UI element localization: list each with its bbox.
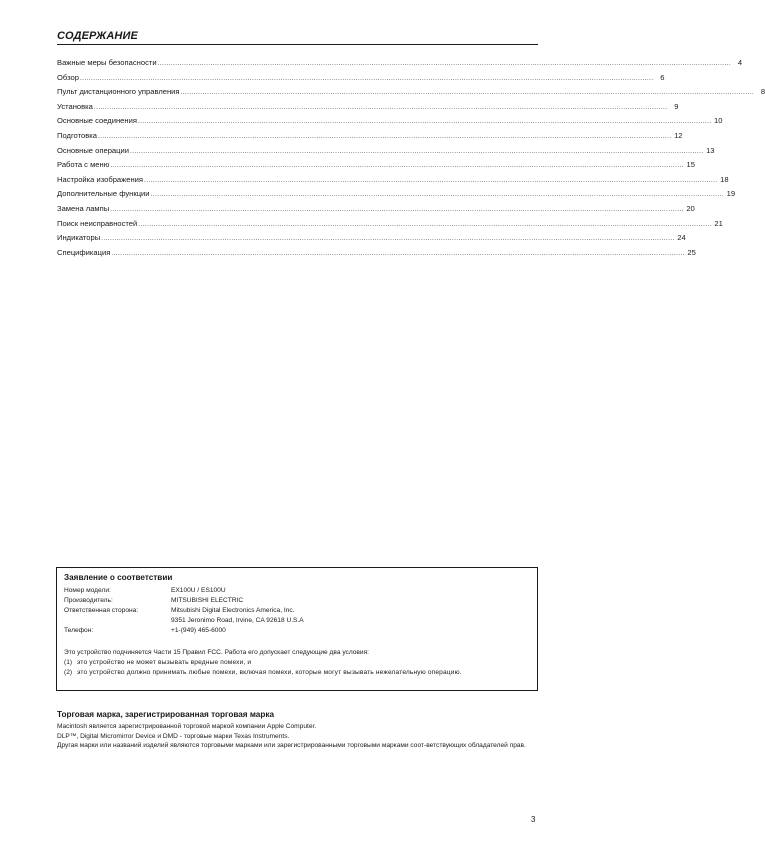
condition-item	[64, 658, 532, 668]
trademark-line: Macintosh является зарегистрированной торговой маркой компании Apple Computer.	[57, 723, 317, 730]
title-rule	[57, 44, 538, 45]
toc-entry[interactable]	[57, 217, 723, 232]
declaration-title: Заявление о соответствии	[64, 573, 173, 582]
toc-entry-page: 15	[686, 160, 695, 170]
toc-entry-label: Пульт дистанционного управления	[57, 87, 180, 97]
toc-leader-dots: ....................................................................................................................................................................................................................................................................	[129, 147, 704, 155]
toc-leader-dots: ....................................................................................................................................................................................................................................................................	[138, 220, 712, 228]
toc-entry[interactable]	[57, 187, 736, 202]
toc-entry-label: Основные соединения	[57, 116, 137, 126]
toc-entry-label: Замена лампы	[57, 203, 110, 213]
toc-entry-page: 13	[706, 145, 715, 155]
condition-number: (2)	[64, 669, 73, 676]
trademarks-section	[57, 710, 537, 751]
condition-number: (1)	[64, 659, 73, 666]
toc-entry-label: Обзор	[57, 72, 79, 82]
trademark-line: Другая марки или названий изделий являются торговыми марками или зарегистрированными торговыми марками соот-ветствующих обладателей прав.	[57, 742, 526, 750]
declaration-row	[64, 626, 471, 636]
toc-entry[interactable]	[57, 100, 679, 115]
toc-entry-page: 18	[720, 174, 729, 184]
declaration-value: EX100U / ES100U	[171, 587, 226, 594]
toc-entry-label: Поиск неисправностей	[57, 218, 138, 228]
toc-leader-dots: ....................................................................................................................................................................................................................................................................	[150, 191, 725, 199]
toc-leader-dots: ....................................................................................................................................................................................................................................................................	[110, 162, 684, 170]
page-number: 3	[531, 815, 536, 824]
toc-entry-page: 19	[726, 189, 736, 199]
toc-entry[interactable]	[57, 85, 765, 100]
toc-entry-page: 12	[674, 130, 683, 140]
toc-entry-label: Установка	[57, 101, 93, 111]
declaration-key: Номер модели:	[64, 587, 111, 594]
toc-entry[interactable]	[57, 173, 729, 188]
toc-entry-page: 21	[714, 218, 723, 228]
page-title: СОДЕРЖАНИЕ	[57, 30, 138, 42]
declaration-key: Телефон:	[64, 627, 94, 634]
fcc-statement-text: Это устройство подчиняется Части 15 Правил FCC. Работа его допускает следующие два условия:	[64, 649, 370, 656]
declaration-key	[64, 616, 171, 626]
trademark-line: DLP™, Digital Micromirror Device и DMD - торговые марки Texas Instruments.	[57, 732, 290, 740]
condition-text: это устройство не может вызывать вредные помехи, и	[77, 659, 252, 666]
toc-entry-page: 6	[660, 72, 665, 82]
toc-entry[interactable]	[57, 114, 723, 129]
toc-leader-dots: ....................................................................................................................................................................................................................................................................	[111, 249, 685, 257]
toc-entry-page: 20	[686, 203, 695, 213]
declaration-key: Ответственная сторона:	[64, 607, 139, 614]
toc-entry-label: Основные операции	[57, 145, 129, 155]
toc-entry[interactable]	[57, 202, 695, 217]
declaration-row	[64, 616, 471, 626]
declaration-of-conformity-box	[56, 567, 538, 691]
toc-entry-label: Настройка изображения	[57, 174, 144, 184]
toc-entry-page: 10	[714, 116, 723, 126]
trademarks-title: Торговая марка, зарегистрированная торговая марка	[57, 710, 275, 719]
toc-entry[interactable]	[57, 246, 696, 261]
toc-entry[interactable]	[57, 129, 683, 144]
declaration-key: Производитель:	[64, 597, 113, 604]
condition-item	[64, 668, 532, 678]
toc-leader-dots: ....................................................................................................................................................................................................................................................................	[110, 205, 684, 213]
toc-leader-dots: ....................................................................................................................................................................................................................................................................	[180, 89, 755, 97]
toc-leader-dots: ....................................................................................................................................................................................................................................................................	[93, 103, 668, 111]
toc-entry-label: Важные меры безопасности	[57, 58, 157, 67]
toc-entry-label: Индикаторы	[57, 233, 101, 243]
toc-entry-page: 4	[737, 58, 743, 67]
declaration-row	[64, 586, 471, 596]
condition-text: это устройство должно принимать любые помехи, включая помехи, которые могут вызывать нежелательную операцию.	[77, 669, 462, 676]
declaration-table	[64, 586, 471, 636]
toc-entry-label: Подготовка	[57, 130, 97, 140]
toc-entry-page: 8	[760, 87, 765, 97]
declaration-value: 9351 Jeronimo Road, Irvine, CA 92618 U.S.A	[171, 617, 304, 624]
declaration-value: +1-(949) 465-6000	[171, 627, 226, 634]
toc-leader-dots: ....................................................................................................................................................................................................................................................................	[101, 235, 675, 243]
toc-entry-page: 25	[687, 247, 696, 257]
toc-leader-dots: ....................................................................................................................................................................................................................................................................	[79, 74, 654, 82]
toc-leader-dots: ....................................................................................................................................................................................................................................................................	[144, 176, 718, 184]
fcc-statement	[64, 648, 532, 678]
toc-entry[interactable]	[57, 158, 695, 173]
toc-leader-dots: ....................................................................................................................................................................................................................................................................	[137, 118, 712, 126]
toc-entry-label: Спецификация	[57, 247, 111, 257]
toc-entry[interactable]	[57, 56, 743, 71]
toc-entry-label: Дополнительные функции	[57, 189, 150, 199]
declaration-value: Mitsubishi Digital Electronics America, Inc.	[171, 607, 295, 614]
toc-entry[interactable]	[57, 144, 715, 159]
toc-entry-page: 9	[674, 101, 679, 111]
toc-entry-page: 24	[677, 233, 686, 243]
declaration-row	[64, 596, 471, 606]
toc-entry-label: Работа с меню	[57, 160, 110, 170]
toc-leader-dots: ....................................................................................................................................................................................................................................................................	[97, 132, 672, 140]
declaration-row	[64, 606, 471, 616]
toc-entry[interactable]	[57, 71, 665, 86]
declaration-value: MITSUBISHI ELECTRIC	[171, 597, 244, 604]
toc-entry[interactable]	[57, 231, 686, 246]
table-of-contents	[57, 56, 765, 260]
toc-leader-dots: ....................................................................................................................................................................................................................................................................	[157, 60, 732, 67]
